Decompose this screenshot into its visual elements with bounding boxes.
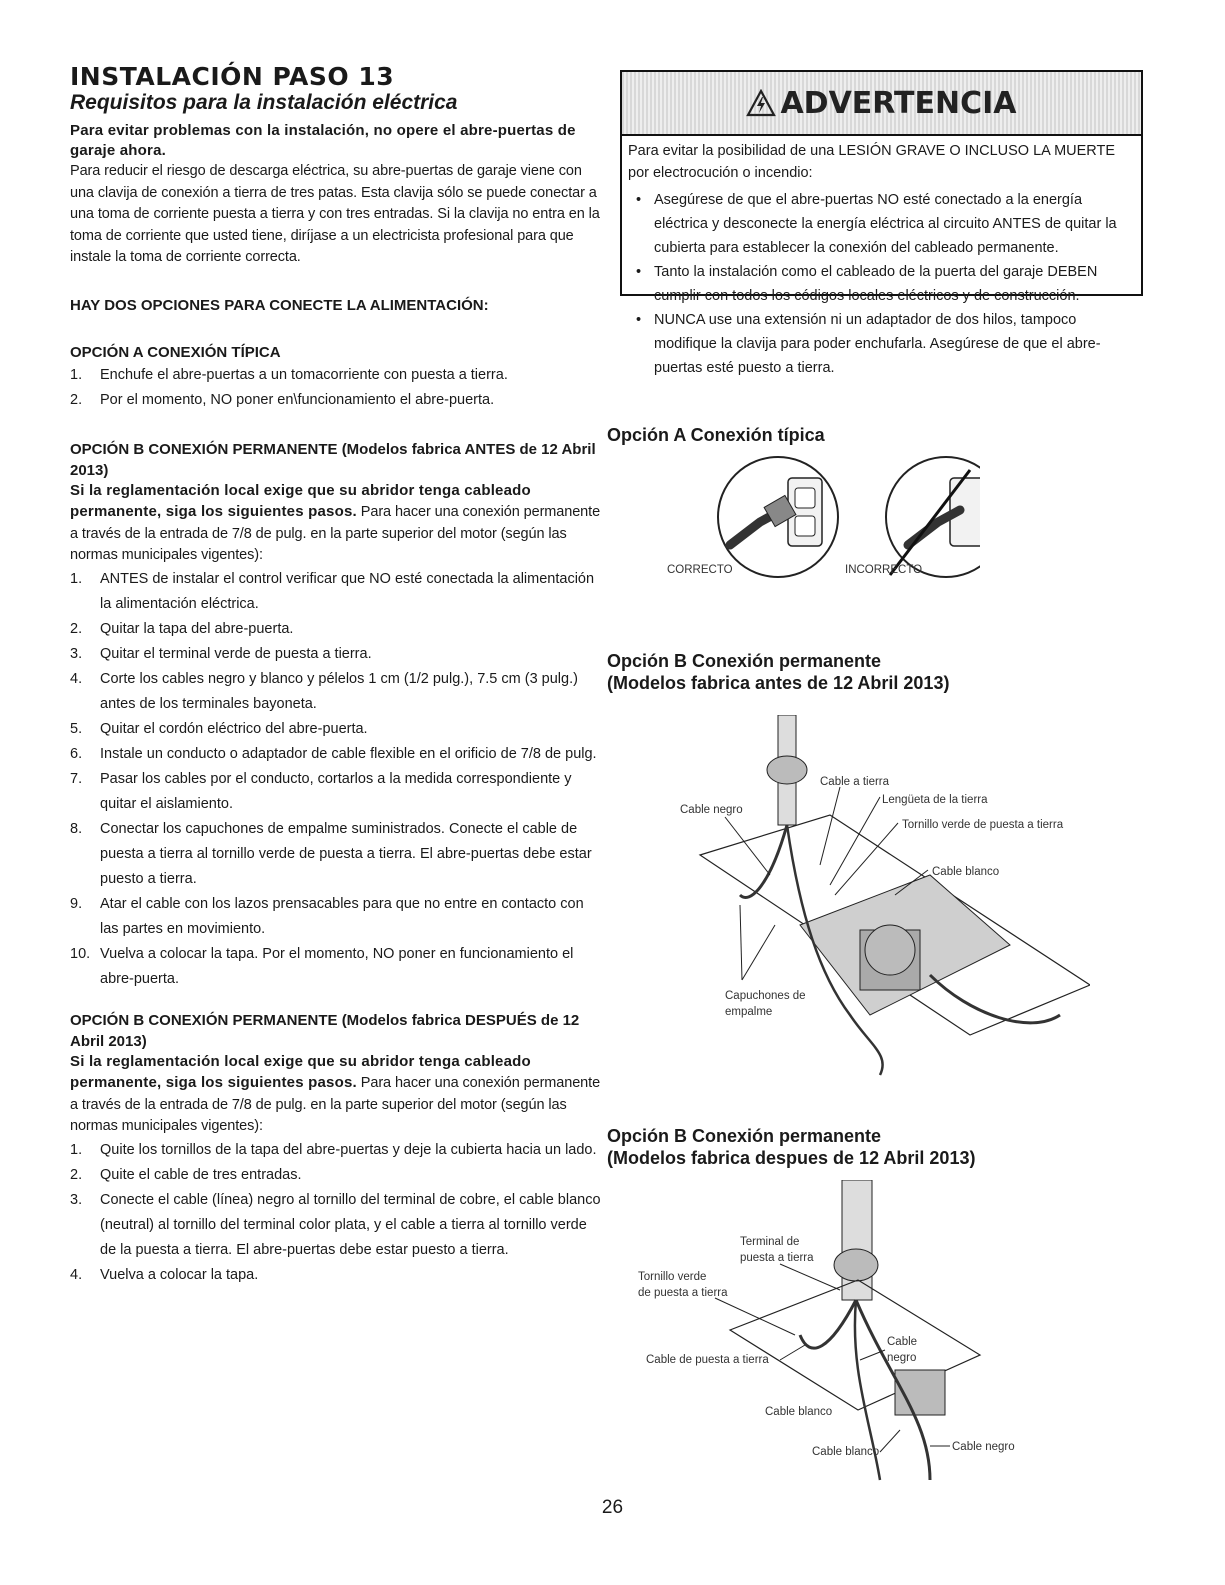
list-item: 3. Conecte el cable (línea) negro al tornillo del terminal de cobre, el cable blanco (neutral) al tornillo del terminal color plata, y el cable a tierra al tornillo verde de la puesta a tierra. El abre-puertas debe estar puesto a tierra. — [70, 1191, 601, 1258]
list-item: 4. Corte los cables negro y blanco y pélelos 1 cm (1/2 pulg.), 7.5 cm (3 pulg.) antes de los terminales bayoneta. — [70, 670, 578, 712]
list-item: • Tanto la instalación como el cableado de la puerta del garaje DEBEN cumplir con todos los códigos locales eléctricos y de construcción. — [628, 260, 1133, 308]
label-cable-1: Cable — [887, 1336, 918, 1348]
label-tornillo-1: Tornillo verde — [638, 1271, 707, 1283]
list-item: 5. Quitar el cordón eléctrico del abre-puerta. — [70, 720, 368, 737]
figure-b-before-title-2: (Modelos fabrica antes de 12 Abril 2013) — [607, 673, 950, 693]
list-item: 2. Quitar la tapa del abre-puerta. — [70, 620, 294, 637]
label-cable-tierra: Cable a tierra — [820, 776, 890, 788]
warning-box — [620, 70, 1143, 376]
label-lengueta: Lengüeta de la tierra — [882, 794, 988, 806]
label-cable-negro: Cable negro — [680, 804, 743, 816]
warning-triangle-icon — [746, 89, 776, 117]
option-b-before-heading: OPCIÓN B CONEXIÓN PERMANENTE (Modelos fabrica ANTES de 12 Abril 2013) — [70, 440, 596, 479]
option-b-after-steps — [70, 1138, 605, 1288]
label-tornillo-2: de puesta a tierra — [638, 1287, 728, 1299]
label-terminal-1: Terminal de — [740, 1236, 800, 1248]
label-tornillo: Tornillo verde de puesta a tierra — [902, 819, 1064, 831]
intro-warning-bold: Para evitar problemas con la instalación, no opere el abre-puertas de garaje ahora. — [70, 122, 576, 159]
list-item: 1. Quite los tornillos de la tapa del abre-puertas y deje la cubierta hacia un lado. — [70, 1141, 597, 1158]
figure-b-before-illustration — [670, 715, 1090, 1095]
list-item: 1. Enchufe el abre-puertas a un tomacorriente con puesta a tierra. — [70, 366, 508, 383]
label-cable-blanco: Cable blanco — [932, 866, 1000, 878]
figure-a — [607, 424, 825, 446]
incorrect-outlet-illustration — [886, 457, 980, 577]
figure-a-illustration — [660, 450, 980, 590]
list-item: 1. ANTES de instalar el control verificar que NO esté conectada la alimentación la alimentación eléctrica. — [70, 570, 595, 612]
label-terminal-2: puesta a tierra — [740, 1252, 814, 1264]
list-item: 10. Vuelva a colocar la tapa. Por el momento, NO poner en funcionamiento el abre-puerta. — [70, 945, 574, 987]
figure-b-after-illustration — [630, 1180, 1050, 1495]
list-item: 9. Atar el cable con los lazos prensacables para que no entre en contacto con las partes en movimiento. — [70, 895, 584, 937]
figure-b-after-title-1: Opción B Conexión permanente — [607, 1126, 882, 1146]
option-b-before-lead: Si la reglamentación local exige que su abridor tenga cableado permanente, siga los siguientes pasos. Para hacer una conexión permanente a través de la entrada de 7/8 de pulg. en la parte superior del motor (según las normas municipales vigentes): — [70, 481, 601, 563]
option-b-after-heading: OPCIÓN B CONEXIÓN PERMANENTE (Modelos fabrica DESPUÉS de 12 Abril 2013) — [70, 1011, 580, 1050]
warning-bullets — [628, 188, 1133, 380]
label-negro: negro — [887, 1352, 917, 1364]
figure-a-title: Opción A Conexión típica — [607, 425, 825, 445]
list-item: 2. Por el momento, NO poner en\funcionamiento el abre-puerta. — [70, 391, 495, 408]
figure-b-before-title-1: Opción B Conexión permanente — [607, 651, 882, 671]
correct-label: CORRECTO — [667, 564, 733, 576]
figure-b-after — [607, 1125, 975, 1169]
option-a-heading: OPCIÓN A CONEXIÓN TÍPICA — [70, 343, 281, 361]
section-subtitle: Requisitos para la instalación eléctrica — [70, 91, 458, 114]
option-b-after-lead: Si la reglamentación local exige que su abridor tenga cableado permanente, siga los siguientes pasos. Para hacer una conexión permanente a través de la entrada de 7/8 de pulg. en la parte superior del motor (según las normas municipales vigentes): — [70, 1052, 601, 1134]
label-cable-tierra: Cable de puesta a tierra — [646, 1354, 769, 1366]
correct-outlet-illustration — [718, 457, 838, 577]
intro-body: Para reducir el riesgo de descarga eléctrica, su abre-puertas de garaje viene con una clavija de conexión a tierra de tres patas. Esta clavija sólo se puede conectar a una toma de corriente puesta a tierra y con tres entradas. Si la clavija no entra en la toma de corriente que usted tiene, diríjase a un electricista profesional para que instale la toma de corriente correcta. — [70, 163, 600, 265]
figure-b-before — [607, 650, 949, 694]
incorrect-label: INCORRECTO — [845, 564, 923, 576]
list-item: 3. Quitar el terminal verde de puesta a tierra. — [70, 645, 372, 662]
label-cable-negro-2: Cable negro — [952, 1441, 1015, 1453]
warning-body — [622, 136, 1141, 380]
list-item: 7. Pasar los cables por el conducto, cortarlos a la medida correspondiente y quitar el aislamiento. — [70, 770, 572, 812]
list-item: • NUNCA use una extensión ni un adaptador de dos hilos, tampoco modifique la clavija para poder enchufarla. Asegúrese de que el abre-puertas esté puesto a tierra. — [628, 308, 1133, 380]
label-cable-blanco: Cable blanco — [765, 1406, 833, 1418]
option-b-before-steps — [70, 567, 605, 992]
page-number: 26 — [601, 1497, 624, 1518]
warning-intro: Para evitar la posibilidad de una LESIÓN GRAVE O INCLUSO LA MUERTE por electrocución o incendio: — [628, 143, 1116, 181]
label-cable-blanco-2: Cable blanco — [812, 1446, 880, 1458]
list-item: 6. Instale un conducto o adaptador de cable flexible en el orificio de 7/8 de pulg. — [70, 745, 597, 762]
list-item: • Asegúrese de que el abre-puertas NO esté conectado a la energía eléctrica y desconecte la energía eléctrica al circuito ANTES de quitar la cubierta para establecer la conexión del cableado permanente. — [628, 188, 1133, 260]
figure-b-after-title-2: (Modelos fabrica despues de 12 Abril 2013) — [607, 1148, 976, 1168]
options-heading: HAY DOS OPCIONES PARA CONECTE LA ALIMENTACIÓN: — [70, 296, 489, 314]
list-item: 2. Quite el cable de tres entradas. — [70, 1166, 302, 1183]
warning-header — [622, 72, 1141, 136]
label-capuchones-1: Capuchones de — [725, 990, 806, 1002]
label-capuchones-2: empalme — [725, 1006, 773, 1018]
step-title: INSTALACIÓN PASO 13 — [70, 62, 395, 91]
list-item: 8. Conectar los capuchones de empalme suministrados. Conecte el cable de puesta a tierra al tornillo verde de puesta a tierra. El abre-puertas debe estar puesto a tierra. — [70, 820, 592, 887]
warning-title: ADVERTENCIA — [780, 85, 1017, 121]
option-a-steps — [70, 363, 605, 413]
left-column — [70, 62, 605, 1288]
list-item: 4. Vuelva a colocar la tapa. — [70, 1266, 259, 1283]
